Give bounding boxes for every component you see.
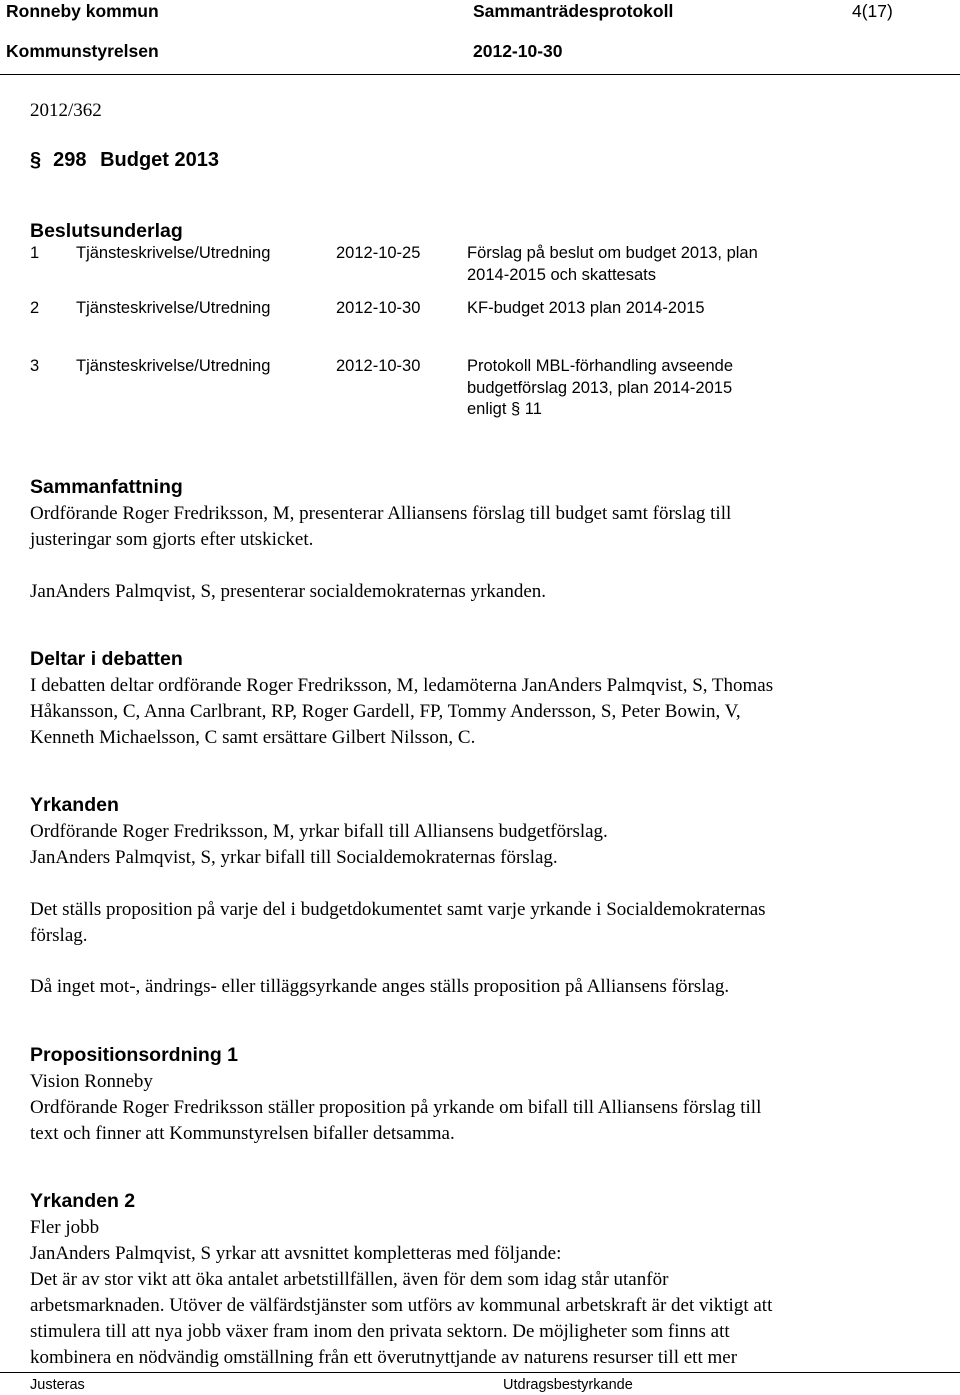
paragraph: I debatten deltar ordförande Roger Fredriksson, M, ledamöterna JanAnders Palmqvist, S, Thomas Håkansson, C, Anna Carlbrant, RP, Roger Gardell, FP, Tommy Andersson, S, Peter Bowin, V, Kenneth Michaelsson, C samt ersättare Gilbert Nilsson, C. — [30, 675, 774, 748]
item-number: 1 — [30, 244, 40, 262]
item-desc: Protokoll MBL-förhandling avseende — [467, 357, 733, 375]
item-date: 2012-10-25 — [336, 244, 421, 262]
item-type: Tjänsteskrivelse/Utredning — [76, 299, 271, 317]
paragraph: Det ställs proposition på varje del i budgetdokumentet samt varje yrkande i Socialdemokraternas förslag. — [30, 899, 766, 946]
paragraph: Då inget mot-, ändrings- eller tilläggsyrkande anges ställs proposition på Alliansens förslag. — [30, 976, 730, 997]
item-type: Tjänsteskrivelse/Utredning — [76, 357, 271, 375]
section-title — [30, 149, 219, 172]
footer-utdragsbestyrkande: Utdragsbestyrkande — [503, 1377, 633, 1393]
item-date: 2012-10-30 — [336, 299, 421, 317]
heading-sammanfattning: Sammanfattning — [30, 476, 183, 498]
footer-justeras: Justeras — [30, 1377, 85, 1393]
section-symbol: § — [30, 149, 42, 171]
item-date: 2012-10-30 — [336, 357, 421, 375]
footer-rule — [0, 1372, 960, 1373]
paragraph: Ordförande Roger Fredriksson, M, presenterar Alliansens förslag till budget samt förslag till justeringar som gjorts efter utskicket. — [30, 503, 732, 550]
section-name: Budget 2013 — [100, 149, 219, 171]
paragraph: Vision Ronneby Ordförande Roger Fredriksson ställer proposition på yrkande om bifall till Alliansens förslag till text och finner att Kommunstyrelsen bifaller detsamma. — [30, 1071, 762, 1144]
section-number: 298 — [53, 149, 87, 171]
item-number: 2 — [30, 299, 40, 317]
header-org: Ronneby kommun — [6, 1, 159, 21]
header-date: 2012-10-30 — [473, 41, 563, 61]
header-page-number: 4(17) — [852, 1, 893, 21]
header-doc-type: Sammanträdesprotokoll — [473, 1, 674, 21]
item-desc: budgetförslag 2013, plan 2014-2015 — [467, 378, 733, 397]
heading-yrkanden-2: Yrkanden 2 — [30, 1190, 136, 1212]
paragraph: Fler jobb JanAnders Palmqvist, S yrkar att avsnittet kompletteras med följande: Det är av stor vikt att öka antalet arbetstillfällen, även för dem som idag står utanför arbetsmarknaden. Utöver de välfärdstjänster som utförs av kommunal arbetskraft är det viktigt att stimulera till att nya jobb växer fram inom den privata sektorn. De möjligheter som finns att kombinera en nödvändig omställning från ett överutnyttjande av naturens resurser till ett mer — [30, 1217, 773, 1368]
heading-propositionsordning-1: Propositionsordning 1 — [30, 1044, 238, 1066]
heading-deltar-i-debatten: Deltar i debatten — [30, 648, 183, 670]
item-number: 3 — [30, 357, 40, 375]
paragraph: JanAnders Palmqvist, S, presenterar socialdemokraternas yrkanden. — [30, 581, 547, 602]
item-desc: 2014-2015 och skattesats — [467, 265, 656, 284]
header-board: Kommunstyrelsen — [6, 41, 159, 61]
item-desc: Förslag på beslut om budget 2013, plan — [467, 244, 758, 262]
case-number: 2012/362 — [30, 100, 102, 121]
heading-beslutsunderlag: Beslutsunderlag — [30, 220, 183, 242]
header-rule — [0, 74, 960, 75]
paragraph: Ordförande Roger Fredriksson, M, yrkar bifall till Alliansens budgetförslag. JanAnders Palmqvist, S, yrkar bifall till Socialdemokraternas förslag. — [30, 821, 608, 868]
item-desc: KF-budget 2013 plan 2014-2015 — [467, 299, 705, 317]
item-type: Tjänsteskrivelse/Utredning — [76, 244, 271, 262]
heading-yrkanden: Yrkanden — [30, 794, 119, 816]
item-desc: enligt § 11 — [467, 400, 542, 418]
